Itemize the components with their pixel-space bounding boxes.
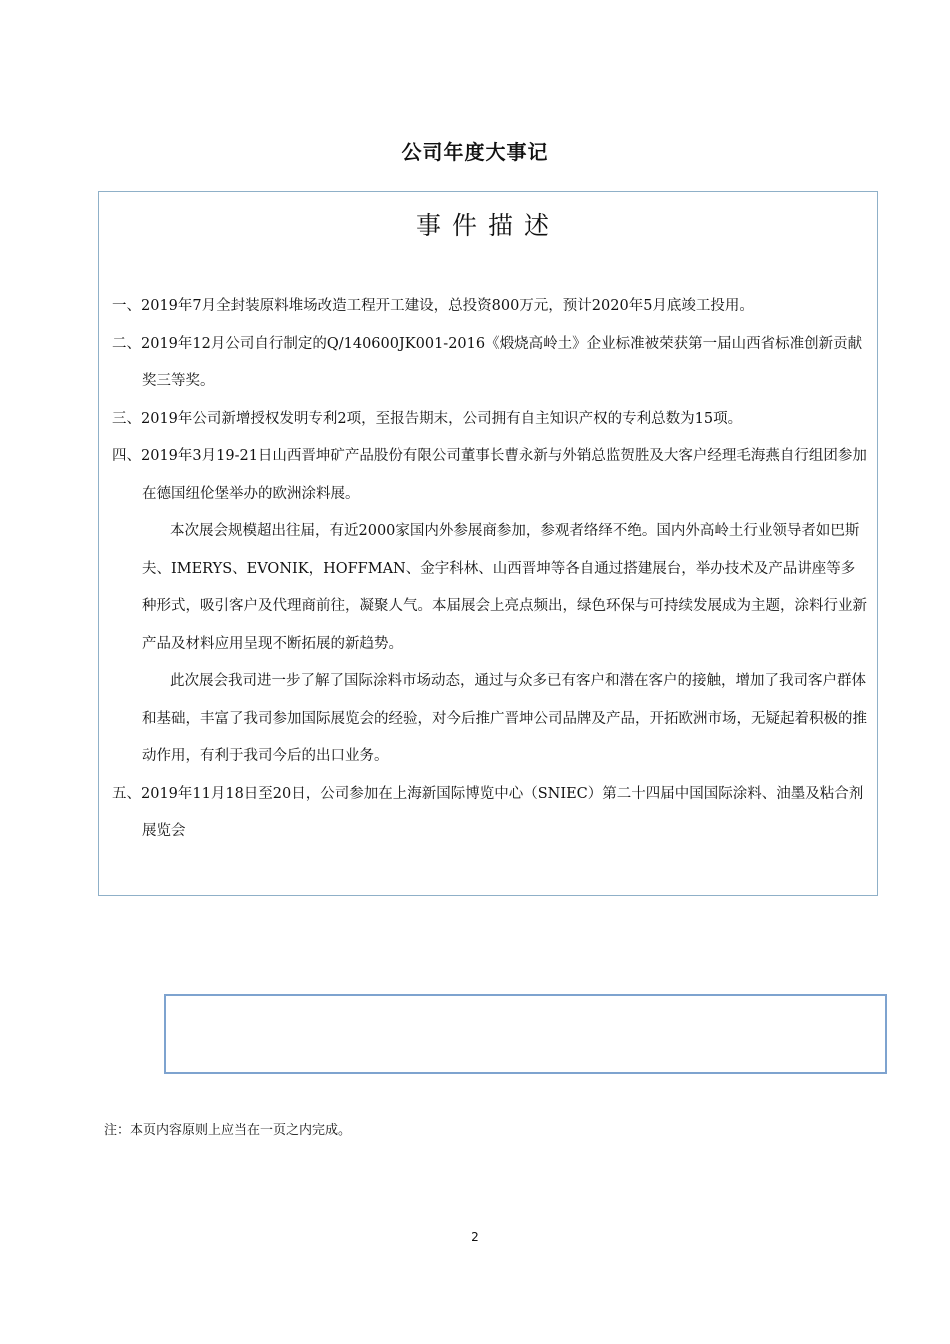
event-description-heading: 事件描述 xyxy=(415,211,560,240)
page-number: 2 xyxy=(471,1230,479,1244)
event-item-1: 一、2019年7月全封装原料堆场改造工程开工建设，总投资800万元，预计2020年5月底竣工投用。 xyxy=(112,298,754,314)
event-item-3: 三、2019年公司新增授权发明专利2项，至报告期末，公司拥有自主知识产权的专利总数为15项。 xyxy=(112,410,743,427)
event-item-5: 五、2019年11月18日至20日，公司参加在上海新国际博览中心（SNIEC）第二十四届中国国际涂料、油墨及粘合剂展览会 xyxy=(112,785,864,839)
footnote: 注：本页内容原则上应当在一页之内完成。 xyxy=(104,1123,352,1138)
event-item-2: 二、2019年12月公司自行制定的Q/140600JK001-2016《煅烧高岭土》企业标准被荣获第一届山西省标准创新贡献奖三等奖。 xyxy=(112,335,863,389)
event-item-4-paragraph-1: 本次展会规模超出往届，有近2000家国内外参展商参加，参观者络绎不绝。国内外高岭土行业领导者如巴斯夫、IMERYS、EVONIK，HOFFMAN、金宇科林、山西晋坤等各自通过搭建展台，举办技术及产品讲座等多种形式，吸引客户及代理商前往，凝聚人气。本届展会上亮点频出，绿色环保与可持续发展成为主题，涂料行业新产品及材料应用呈现不断拓展的新趋势。 xyxy=(142,523,867,652)
page-title: 公司年度大事记 xyxy=(401,140,549,164)
empty-content-box xyxy=(164,994,887,1074)
event-item-4: 四、2019年3月19-21日山西晋坤矿产品股份有限公司董事长曹永新与外销总监贺胜及大客户经理毛海燕自行组团参加在德国纽伦堡举办的欧洲涂料展。 xyxy=(112,448,867,502)
event-item-4-paragraph-2: 此次展会我司进一步了解了国际涂料市场动态，通过与众多已有客户和潜在客户的接触，增加了我司客户群体和基础，丰富了我司参加国际展览会的经验，对今后推广晋坤公司品牌及产品，开拓欧洲市场，无疑起着积极的推动作用，有利于我司今后的出口业务。 xyxy=(142,673,867,764)
event-list xyxy=(112,288,868,851)
